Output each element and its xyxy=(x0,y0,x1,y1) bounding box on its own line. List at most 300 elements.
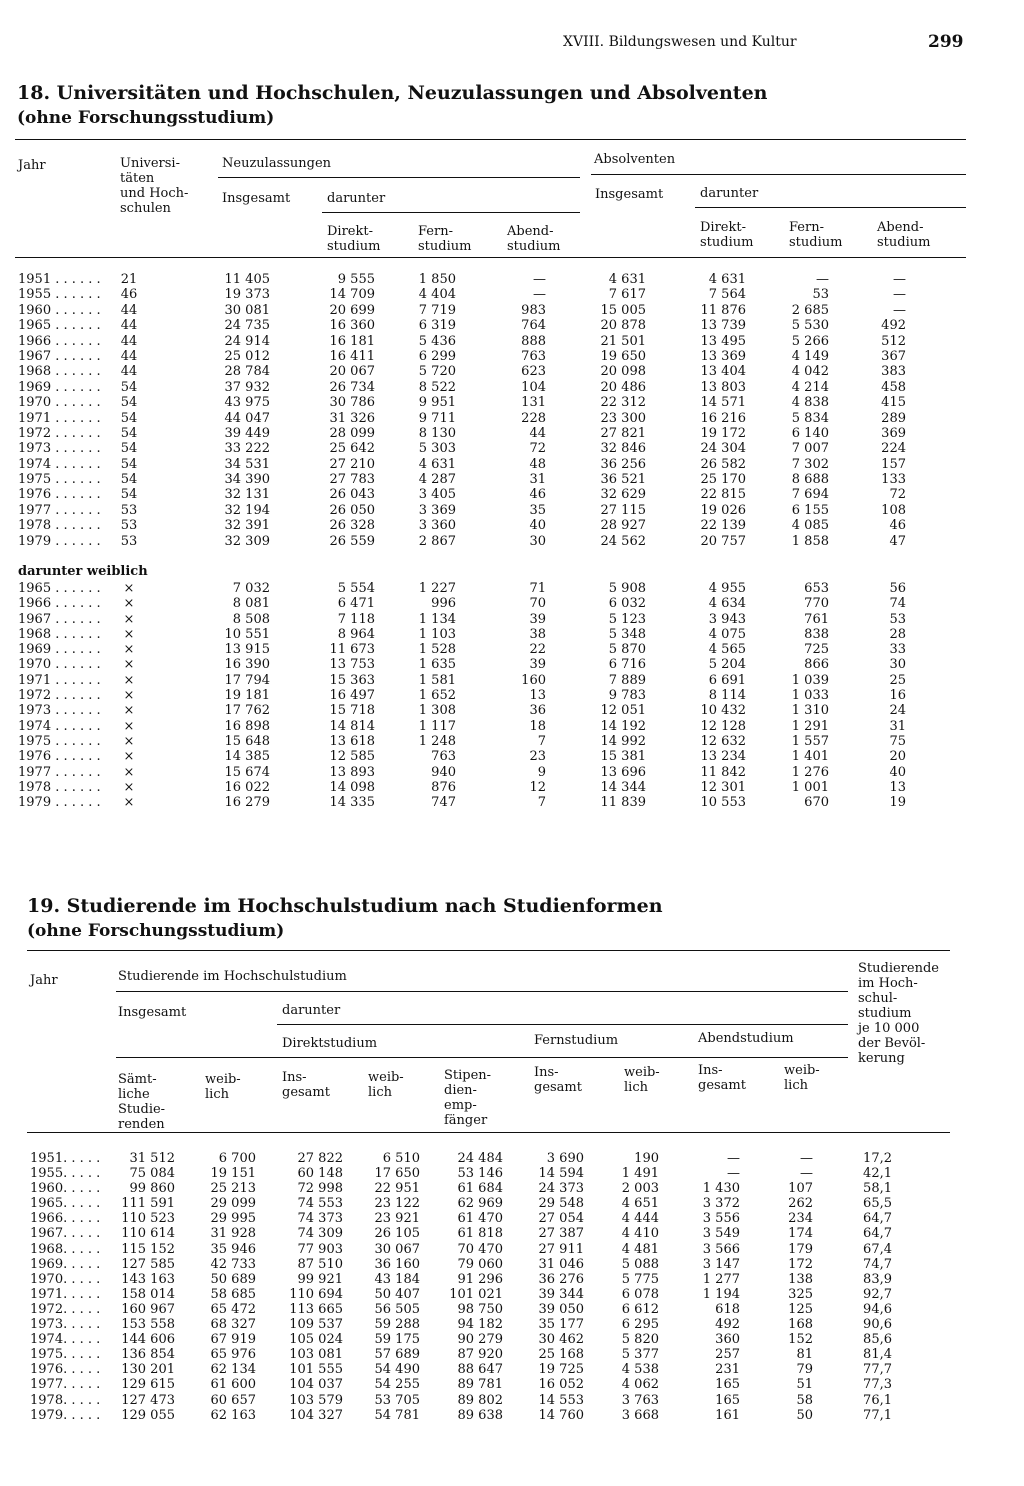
table-cell: 3 549 xyxy=(702,1226,740,1242)
table-cell: 110 694 xyxy=(289,1286,343,1302)
table-cell: 23 xyxy=(529,749,546,765)
table-cell: 6 295 xyxy=(621,1317,659,1333)
row-year: 1970 . . . . . . xyxy=(18,395,101,411)
table-cell: 22 312 xyxy=(600,395,646,411)
table-cell: × xyxy=(123,764,135,780)
table-cell: 44 047 xyxy=(224,410,270,426)
t19-col-insgesamt: Insgesamt xyxy=(118,1005,187,1020)
table-cell: 383 xyxy=(881,364,906,380)
table-cell: 74 553 xyxy=(297,1196,343,1212)
table-cell: 44 xyxy=(529,425,546,441)
table-row xyxy=(0,1377,1024,1392)
table-cell: 39 xyxy=(529,657,546,673)
table-cell: 325 xyxy=(788,1286,813,1302)
table-cell: 1 581 xyxy=(418,672,456,688)
table-cell: 4 631 xyxy=(608,272,646,287)
table18-title: 18. Universitäten und Hochschulen, Neuzulassungen und Absolventen xyxy=(17,82,768,104)
t18-col-darunter-1: darunter xyxy=(327,191,386,206)
table-cell: 1 227 xyxy=(418,581,456,596)
table-cell: 34 531 xyxy=(224,456,270,472)
table-cell: 37 932 xyxy=(224,379,270,395)
table-cell: 19 181 xyxy=(224,688,270,704)
table-cell: 512 xyxy=(881,333,906,349)
table-cell: 8 522 xyxy=(418,379,456,395)
table-cell: 7 xyxy=(537,795,546,811)
table-cell: — xyxy=(893,302,906,318)
row-year: 1973 . . . . . . xyxy=(18,441,101,457)
table-cell: 3 668 xyxy=(621,1407,659,1423)
table-cell: 3 943 xyxy=(708,611,746,627)
table-cell: 40 xyxy=(889,764,906,780)
table-cell: 25 213 xyxy=(210,1181,256,1197)
table-row xyxy=(0,426,1024,441)
table-cell: 5 720 xyxy=(418,364,456,380)
table-cell: 67 919 xyxy=(210,1332,256,1348)
table-cell: 165 xyxy=(715,1377,740,1393)
row-year: 1965 . . . . . . xyxy=(18,318,101,334)
table-cell: 21 xyxy=(120,272,138,287)
table-cell: 492 xyxy=(715,1317,740,1333)
table-cell: 369 xyxy=(881,425,906,441)
table-cell: 8 688 xyxy=(791,472,829,488)
table-row xyxy=(0,349,1024,364)
table-cell: 15 648 xyxy=(224,733,270,749)
table-cell: 35 946 xyxy=(210,1241,256,1257)
table-row xyxy=(0,657,1024,672)
table-cell: 31 326 xyxy=(329,410,375,426)
table-cell: 19 172 xyxy=(700,425,746,441)
table-cell: 50 xyxy=(796,1407,813,1423)
table-cell: 4 214 xyxy=(791,379,829,395)
row-year: 1972 . . . . . . xyxy=(18,688,101,704)
table-cell: 1 528 xyxy=(418,642,456,658)
table-row xyxy=(0,364,1024,379)
table-cell: 5 266 xyxy=(791,333,829,349)
table-row xyxy=(0,673,1024,688)
table-cell: 3 369 xyxy=(418,502,456,518)
table-cell: 8 081 xyxy=(232,596,270,612)
table-cell: 51 xyxy=(796,1377,813,1393)
table-cell: 27 911 xyxy=(538,1241,584,1257)
table-cell: 35 xyxy=(529,502,546,518)
table-cell: 168 xyxy=(788,1317,813,1333)
table-cell: 25 642 xyxy=(329,441,375,457)
table-cell: 30 462 xyxy=(538,1332,584,1348)
table-cell: × xyxy=(123,749,135,765)
table-row xyxy=(0,765,1024,780)
table-cell: 5 775 xyxy=(621,1271,659,1287)
table-cell: 36 256 xyxy=(600,456,646,472)
table-cell: 67,4 xyxy=(863,1241,892,1257)
table-row xyxy=(0,1393,1024,1408)
table-cell: 4 838 xyxy=(791,395,829,411)
table-cell: 61 600 xyxy=(210,1377,256,1393)
table-cell: 53 xyxy=(889,611,906,627)
table-cell: 9 555 xyxy=(337,272,375,287)
table-cell: 33 xyxy=(889,642,906,658)
table-cell: 133 xyxy=(881,472,906,488)
table-cell: 838 xyxy=(804,626,829,642)
t19-rule-c xyxy=(116,1057,848,1058)
row-year: 1977. . . . . xyxy=(30,1377,101,1393)
table-row xyxy=(0,749,1024,764)
table-cell: 42 733 xyxy=(210,1256,256,1272)
t19-col-abendstudium: Abendstudium xyxy=(698,1031,794,1046)
t18-col-jahr: Jahr xyxy=(18,158,46,173)
table-cell: 109 537 xyxy=(289,1317,343,1333)
row-year: 1972 . . . . . . xyxy=(18,425,101,441)
table-cell: 115 152 xyxy=(121,1241,175,1257)
t18-rule-c xyxy=(322,212,580,213)
table-cell: 360 xyxy=(715,1332,740,1348)
table-cell: 367 xyxy=(881,348,906,364)
table-cell: 76,1 xyxy=(863,1392,892,1408)
table-cell: 101 021 xyxy=(449,1286,503,1302)
table-cell: 50 689 xyxy=(210,1271,256,1287)
table-cell: 11 839 xyxy=(600,795,646,811)
table-cell: 108 xyxy=(881,502,906,518)
table-row xyxy=(0,318,1024,333)
table-cell: 876 xyxy=(431,779,456,795)
t19-col-insgesamt-fern: Ins- gesamt xyxy=(534,1065,582,1095)
row-year: 1975 . . . . . . xyxy=(18,472,101,488)
table-cell: 33 222 xyxy=(224,441,270,457)
table-cell: 161 xyxy=(715,1407,740,1423)
table-cell: 74 309 xyxy=(297,1226,343,1242)
table-cell: 6 078 xyxy=(621,1286,659,1302)
table-cell: 22 951 xyxy=(374,1181,420,1197)
table-cell: 62 969 xyxy=(457,1196,503,1212)
table-cell: 17 650 xyxy=(374,1166,420,1182)
table-row xyxy=(0,272,1024,287)
table-cell: 14 098 xyxy=(329,779,375,795)
table-cell: 61 684 xyxy=(457,1181,503,1197)
t19-col-saemtliche: Sämt- liche Studie- renden xyxy=(118,1072,166,1132)
table-cell: 104 327 xyxy=(289,1407,343,1423)
t18-col-uni: Universi- täten und Hoch- schulen xyxy=(120,156,189,216)
row-year: 1965 . . . . . . xyxy=(18,581,101,596)
table-cell: 58 xyxy=(796,1392,813,1408)
table-cell: 4 404 xyxy=(418,287,456,303)
table-cell: 7 564 xyxy=(708,287,746,303)
table-cell: 19 026 xyxy=(700,502,746,518)
table-cell: — xyxy=(727,1151,740,1166)
t18-rule-a xyxy=(218,177,580,178)
table-cell: 54 781 xyxy=(374,1407,420,1423)
running-header: XVIII. Bildungswesen und Kultur xyxy=(563,34,797,50)
table-cell: 47 xyxy=(889,533,906,549)
table-cell: 40 xyxy=(529,518,546,534)
t18-rule-d xyxy=(695,207,966,208)
table-cell: 11 673 xyxy=(329,642,375,658)
table-cell: 3 763 xyxy=(621,1392,659,1408)
row-year: 1967. . . . . xyxy=(30,1226,101,1242)
table-cell: 12 051 xyxy=(600,703,646,719)
table-cell: 42,1 xyxy=(863,1166,892,1182)
table-cell: 30 081 xyxy=(224,302,270,318)
table-cell: 13 495 xyxy=(700,333,746,349)
table-cell: 77,1 xyxy=(863,1407,892,1423)
table-cell: 32 629 xyxy=(600,487,646,503)
table-row xyxy=(0,472,1024,487)
table19-body xyxy=(0,1151,1024,1423)
table-cell: 34 390 xyxy=(224,472,270,488)
row-year: 1979 . . . . . . xyxy=(18,795,101,811)
table-cell: 3 556 xyxy=(702,1211,740,1227)
table-cell: 13 893 xyxy=(329,764,375,780)
table-cell: 39 050 xyxy=(538,1301,584,1317)
table-cell: 1 117 xyxy=(418,718,456,734)
table-cell: 153 558 xyxy=(121,1317,175,1333)
table-cell: 3 690 xyxy=(546,1151,584,1166)
table-cell: 4 085 xyxy=(791,518,829,534)
row-year: 1979. . . . . xyxy=(30,1407,101,1423)
table-cell: 16 497 xyxy=(329,688,375,704)
table-cell: 94,6 xyxy=(863,1301,892,1317)
table-cell: × xyxy=(123,581,135,596)
table-cell: 72 998 xyxy=(297,1181,343,1197)
table-row xyxy=(0,734,1024,749)
table-cell: 16 022 xyxy=(224,779,270,795)
table-cell: 136 854 xyxy=(121,1347,175,1363)
table-cell: 90 279 xyxy=(457,1332,503,1348)
table-cell: 3 360 xyxy=(418,518,456,534)
table-cell: 7 xyxy=(537,733,546,749)
row-year: 1977 . . . . . . xyxy=(18,764,101,780)
table-cell: 4 538 xyxy=(621,1362,659,1378)
table19-title: 19. Studierende im Hochschulstudium nach Studienformen xyxy=(27,895,663,917)
table-cell: 13 618 xyxy=(329,733,375,749)
table-cell: 89 802 xyxy=(457,1392,503,1408)
table-cell: 24 914 xyxy=(224,333,270,349)
table18-body xyxy=(0,272,1024,549)
table-cell: 75 xyxy=(889,733,906,749)
table-cell: 30 xyxy=(529,533,546,549)
table-cell: 224 xyxy=(881,441,906,457)
table-cell: 12 xyxy=(529,779,546,795)
table-cell: 618 xyxy=(715,1301,740,1317)
table-cell: 160 967 xyxy=(121,1301,175,1317)
table-cell: × xyxy=(123,642,135,658)
row-year: 1969 . . . . . . xyxy=(18,379,101,395)
table-cell: 940 xyxy=(431,764,456,780)
table-cell: 1 308 xyxy=(418,703,456,719)
table-cell: 5 377 xyxy=(621,1347,659,1363)
row-year: 1951 . . . . . . xyxy=(18,272,101,287)
table-cell: 13 404 xyxy=(700,364,746,380)
table-cell: 31 928 xyxy=(210,1226,256,1242)
table-cell: 4 955 xyxy=(708,581,746,596)
table-cell: 64,7 xyxy=(863,1226,892,1242)
table-row xyxy=(0,688,1024,703)
table-cell: 61 818 xyxy=(457,1226,503,1242)
table-cell: 32 131 xyxy=(224,487,270,503)
t18-col-fern-2: Fern- studium xyxy=(789,220,843,250)
table-cell: 22 815 xyxy=(700,487,746,503)
t19-rule-b xyxy=(277,1024,848,1025)
row-year: 1965. . . . . xyxy=(30,1196,101,1212)
table-cell: 68 327 xyxy=(210,1317,256,1333)
table-cell: 14 594 xyxy=(538,1166,584,1182)
table-cell: 14 760 xyxy=(538,1407,584,1423)
table-cell: 46 xyxy=(889,518,906,534)
table-cell: 7 889 xyxy=(608,672,646,688)
table-cell: 17 762 xyxy=(224,703,270,719)
table-cell: 77 903 xyxy=(297,1241,343,1257)
row-year: 1968 . . . . . . xyxy=(18,364,101,380)
t18-col-insgesamt-1: Insgesamt xyxy=(222,191,291,206)
table-row xyxy=(0,395,1024,410)
table-cell: 2 003 xyxy=(621,1181,659,1197)
table-cell: 53 xyxy=(812,287,829,303)
t19-col-weiblich-abend: weib- lich xyxy=(784,1063,820,1093)
table-cell: 20 098 xyxy=(600,364,646,380)
table-cell: 157 xyxy=(881,456,906,472)
table-cell: 3 147 xyxy=(702,1256,740,1272)
t18-weiblich-label: darunter weiblich xyxy=(18,564,148,579)
table-cell: 26 105 xyxy=(374,1226,420,1242)
table-cell: 44 xyxy=(120,364,138,380)
table-cell: 70 470 xyxy=(457,1241,503,1257)
table-cell: 16 898 xyxy=(224,718,270,734)
table-cell: 763 xyxy=(431,749,456,765)
table-cell: 6 471 xyxy=(337,596,375,612)
t18-rule-b xyxy=(591,174,966,175)
table-cell: 174 xyxy=(788,1226,813,1242)
table-row xyxy=(0,487,1024,502)
table-row xyxy=(0,795,1024,810)
table-cell: 29 548 xyxy=(538,1196,584,1212)
table-row xyxy=(0,518,1024,533)
row-year: 1966. . . . . xyxy=(30,1211,101,1227)
table-cell: 983 xyxy=(521,302,546,318)
table-row xyxy=(0,596,1024,611)
table-cell: 4 634 xyxy=(708,596,746,612)
table-cell: 13 xyxy=(889,779,906,795)
table-cell: 32 846 xyxy=(600,441,646,457)
t19-col-je-10000: Studierende im Hoch- schul- studium je 10 000 der Bevöl- kerung xyxy=(858,961,939,1066)
table-cell: 85,6 xyxy=(863,1332,892,1348)
table-cell: 19 xyxy=(889,795,906,811)
table-row xyxy=(0,780,1024,795)
row-year: 1967 . . . . . . xyxy=(18,348,101,364)
table-row xyxy=(0,1332,1024,1347)
row-year: 1966 . . . . . . xyxy=(18,333,101,349)
table-cell: 27 054 xyxy=(538,1211,584,1227)
row-year: 1974 . . . . . . xyxy=(18,718,101,734)
table-cell: × xyxy=(123,688,135,704)
table-cell: 16 279 xyxy=(224,795,270,811)
table-cell: 110 523 xyxy=(121,1211,175,1227)
table-cell: 888 xyxy=(521,333,546,349)
row-year: 1955 . . . . . . xyxy=(18,287,101,303)
row-year: 1970. . . . . xyxy=(30,1271,101,1287)
t19-col-weiblich-fern: weib- lich xyxy=(624,1065,660,1095)
table-cell: 763 xyxy=(521,348,546,364)
table-row xyxy=(0,1211,1024,1226)
row-year: 1960. . . . . xyxy=(30,1181,101,1197)
table-cell: 31 xyxy=(529,472,546,488)
row-year: 1974. . . . . xyxy=(30,1332,101,1348)
table-cell: 53 146 xyxy=(457,1166,503,1182)
table-cell: 1 652 xyxy=(418,688,456,704)
table18-weiblich-body xyxy=(0,581,1024,810)
t19-col-insgesamt-direkt: Ins- gesamt xyxy=(282,1070,330,1100)
table-cell: — xyxy=(800,1166,813,1182)
table-cell: 1 850 xyxy=(418,272,456,287)
table-cell: 6 032 xyxy=(608,596,646,612)
table-cell: 70 xyxy=(529,596,546,612)
table-cell: 16 181 xyxy=(329,333,375,349)
table-cell: 15 718 xyxy=(329,703,375,719)
table-cell: 83,9 xyxy=(863,1271,892,1287)
table-cell: 111 591 xyxy=(121,1196,175,1212)
table-row xyxy=(0,1166,1024,1181)
table-cell: 13 753 xyxy=(329,657,375,673)
table-cell: 54 xyxy=(120,410,138,426)
table-cell: 4 042 xyxy=(791,364,829,380)
table-cell: 17,2 xyxy=(863,1151,892,1166)
row-year: 1966 . . . . . . xyxy=(18,596,101,612)
table-cell: 4 287 xyxy=(418,472,456,488)
table-cell: 231 xyxy=(715,1362,740,1378)
table-row xyxy=(0,1181,1024,1196)
table-cell: 107 xyxy=(788,1181,813,1197)
table-cell: 54 490 xyxy=(374,1362,420,1378)
table-cell: 50 407 xyxy=(374,1286,420,1302)
table-cell: 20 xyxy=(889,749,906,765)
table-cell: 13 915 xyxy=(224,642,270,658)
table-cell: 11 876 xyxy=(700,302,746,318)
table-cell: 104 037 xyxy=(289,1377,343,1393)
table-cell: 1 430 xyxy=(702,1181,740,1197)
table-cell: 6 612 xyxy=(621,1301,659,1317)
table-row xyxy=(0,642,1024,657)
table-cell: 89 781 xyxy=(457,1377,503,1393)
table-cell: 165 xyxy=(715,1392,740,1408)
table-cell: 10 551 xyxy=(224,626,270,642)
table-cell: 5 123 xyxy=(608,611,646,627)
table-cell: 101 555 xyxy=(289,1362,343,1378)
page-number: 299 xyxy=(928,32,964,52)
table-cell: × xyxy=(123,596,135,612)
table-cell: 10 553 xyxy=(700,795,746,811)
table-cell: 13 369 xyxy=(700,348,746,364)
table-cell: 113 665 xyxy=(289,1301,343,1317)
row-year: 1976 . . . . . . xyxy=(18,749,101,765)
table-cell: 12 128 xyxy=(700,718,746,734)
table-cell: 65 976 xyxy=(210,1347,256,1363)
table-cell: 28 xyxy=(889,626,906,642)
t18-col-abend-1: Abend- studium xyxy=(507,224,561,254)
table-cell: 87 510 xyxy=(297,1256,343,1272)
table-cell: 1 557 xyxy=(791,733,829,749)
table-cell: 13 xyxy=(529,688,546,704)
table-cell: 9 783 xyxy=(608,688,646,704)
row-year: 1972. . . . . xyxy=(30,1301,101,1317)
row-year: 1960 . . . . . . xyxy=(18,302,101,318)
table-row xyxy=(0,1196,1024,1211)
table-cell: 14 335 xyxy=(329,795,375,811)
table-cell: 98 750 xyxy=(457,1301,503,1317)
table-cell: 11 405 xyxy=(224,272,270,287)
table-cell: 15 674 xyxy=(224,764,270,780)
table-cell: — xyxy=(893,272,906,287)
row-year: 1975 . . . . . . xyxy=(18,733,101,749)
row-year: 1973. . . . . xyxy=(30,1317,101,1333)
table-cell: 57 689 xyxy=(374,1347,420,1363)
table-cell: — xyxy=(727,1166,740,1182)
